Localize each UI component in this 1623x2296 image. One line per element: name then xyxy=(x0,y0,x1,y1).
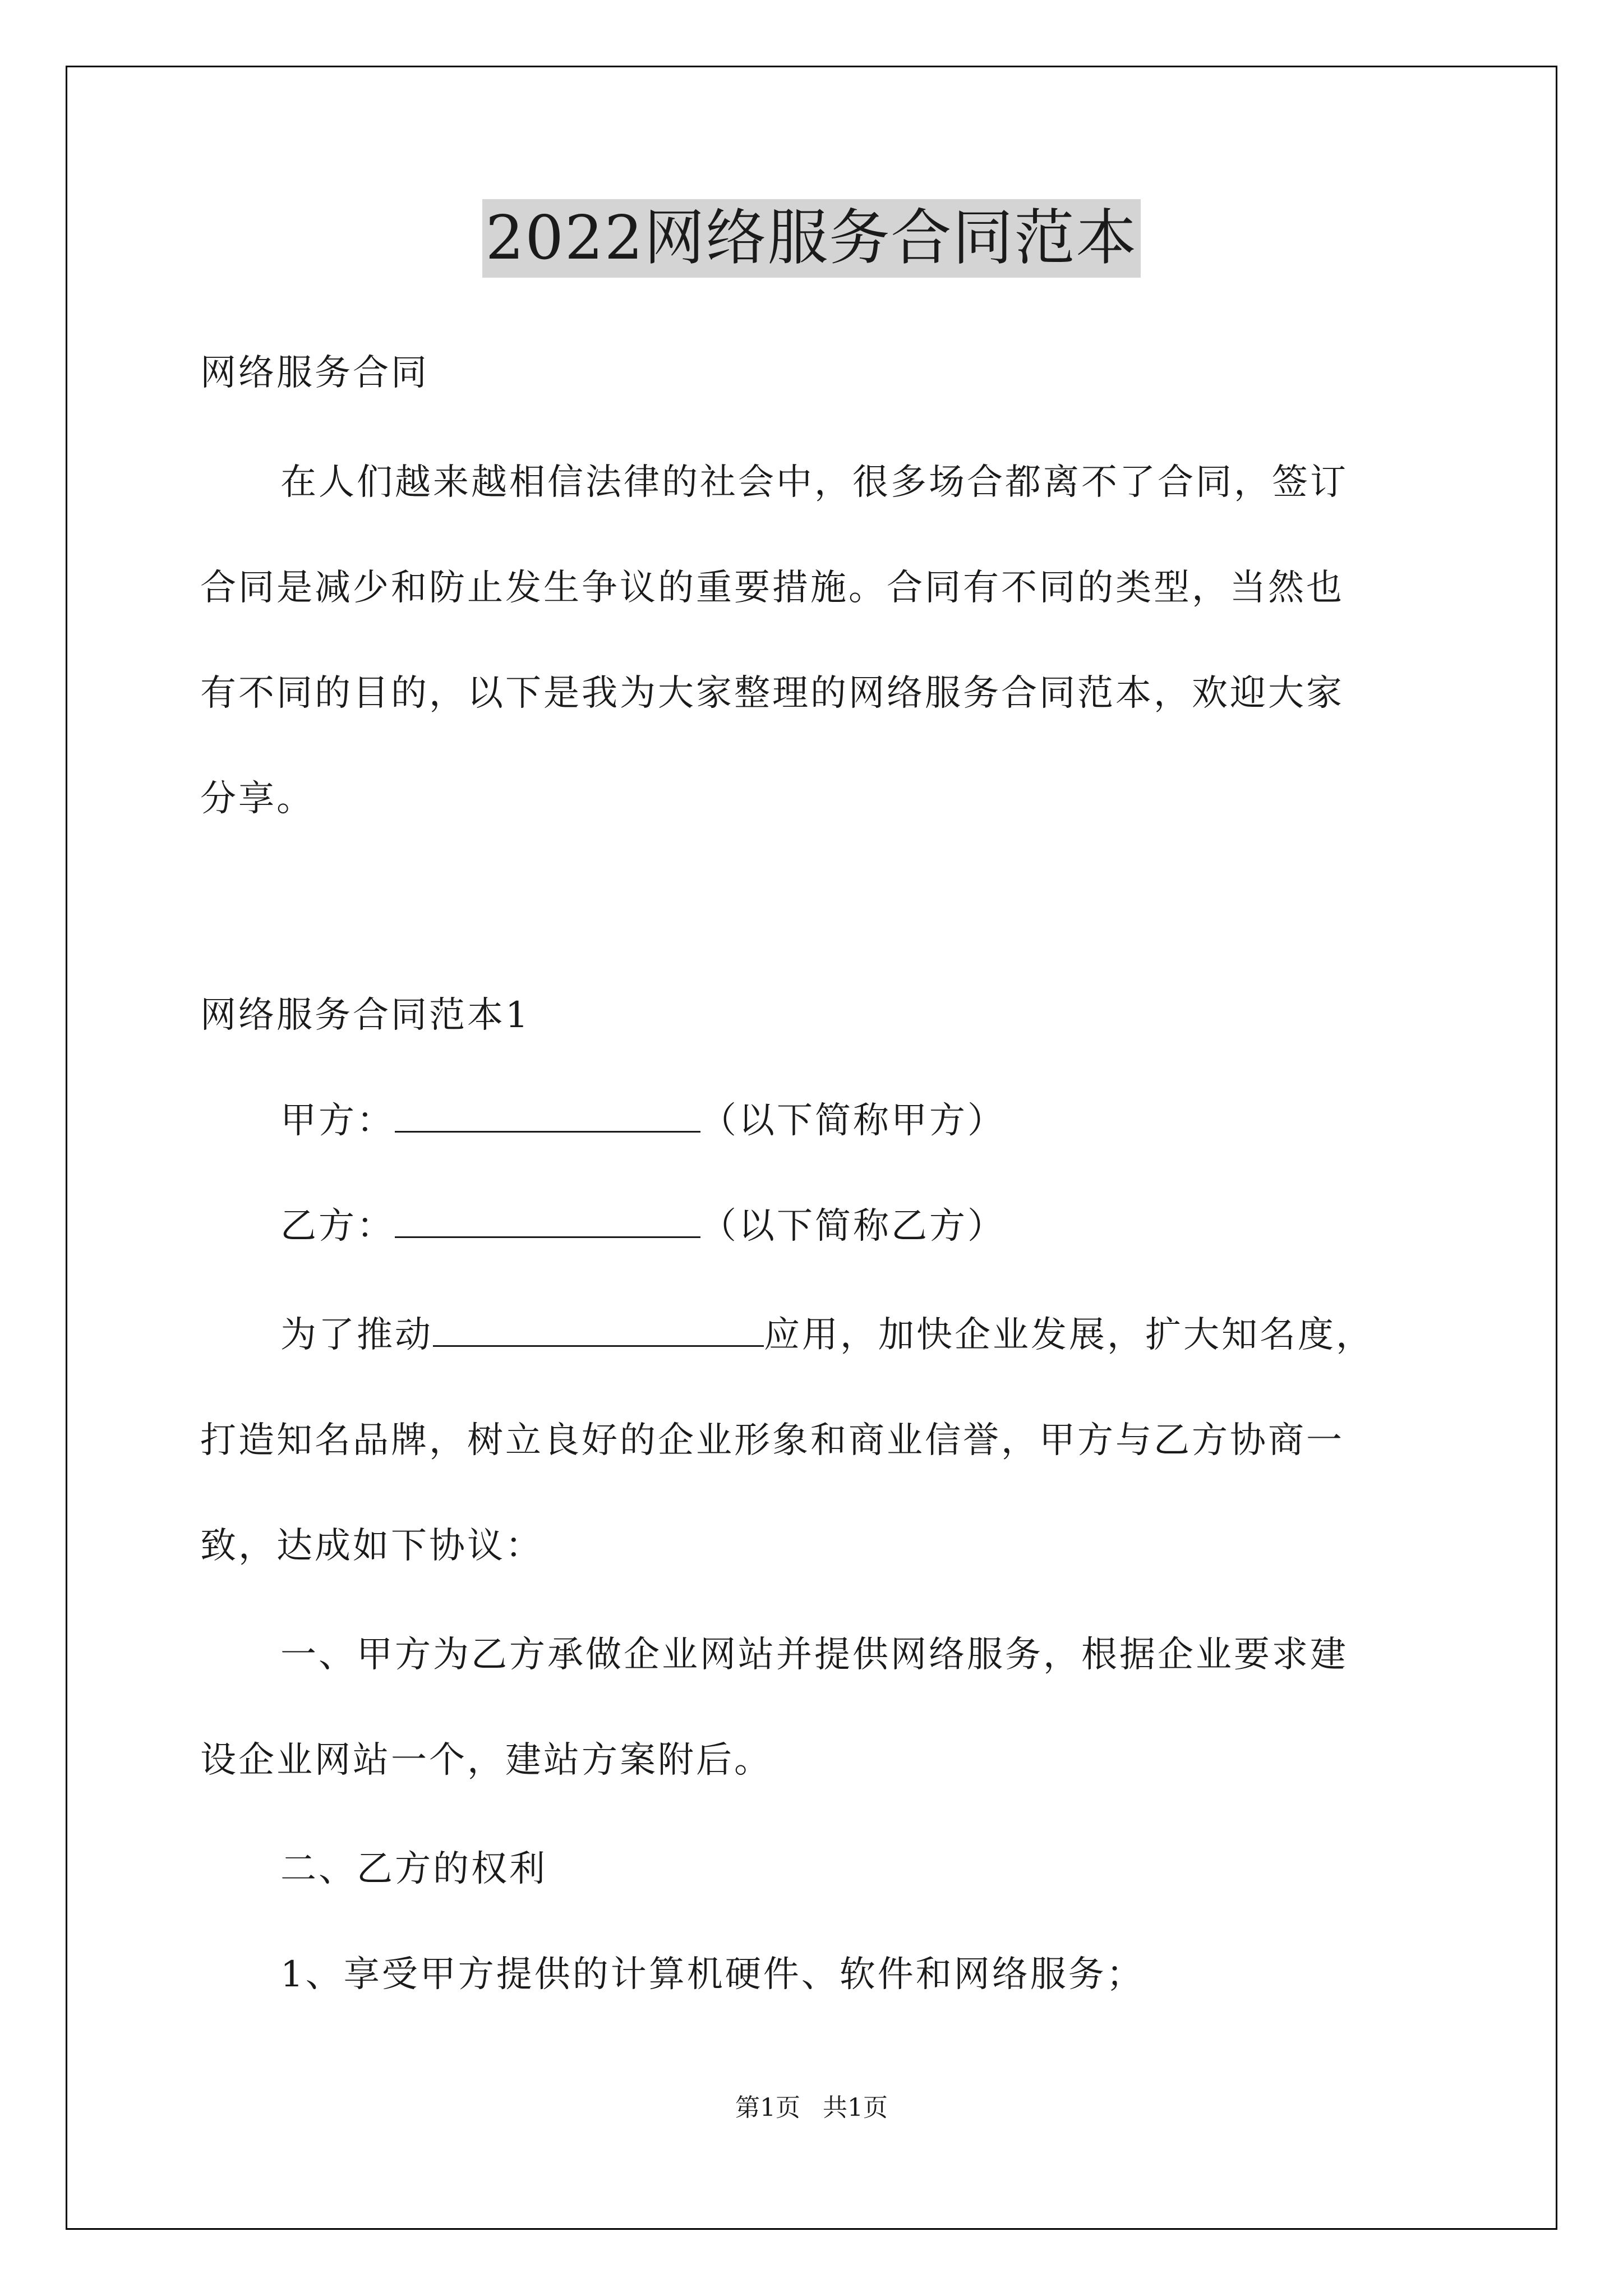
purpose-line-3: 致，达成如下协议： xyxy=(200,1525,543,1567)
party-a-suffix: （以下简称甲方） xyxy=(700,1100,1006,1142)
intro-line-1: 在人们越来越相信法律的社会中，很多场合都离不了合同，签订 xyxy=(280,462,1348,503)
clause2-title: 二、乙方的权利 xyxy=(280,1848,547,1890)
party-b-blank xyxy=(395,1204,700,1238)
party-b-label: 乙方： xyxy=(280,1205,395,1247)
title-container xyxy=(0,199,1623,278)
party-a-blank xyxy=(395,1098,700,1133)
intro-line-3: 有不同的目的，以下是我为大家整理的网络服务合同范本，欢迎大家 xyxy=(200,673,1344,714)
party-b-suffix: （以下简称乙方） xyxy=(700,1205,1006,1247)
party-b-line xyxy=(280,1204,1006,1249)
intro-line-4: 分享。 xyxy=(200,778,315,820)
clause2-item-1: 1、享受甲方提供的计算机硬件、软件和网络服务； xyxy=(280,1954,1145,1995)
purpose-suffix: 应用，加快企业发展，扩大知名度， xyxy=(764,1314,1374,1356)
section-title: 网络服务合同范本1 xyxy=(200,995,531,1036)
clause1-line-1: 一、甲方为乙方承做企业网站并提供网络服务，根据企业要求建 xyxy=(280,1634,1348,1676)
purpose-prefix: 为了推动 xyxy=(280,1314,433,1356)
document-title: 2022网络服务合同范本 xyxy=(482,199,1141,278)
party-a-line xyxy=(280,1098,1006,1143)
intro-line-2: 合同是减少和防止发生争议的重要措施。合同有不同的类型，当然也 xyxy=(200,567,1344,609)
contract-heading: 网络服务合同 xyxy=(200,352,429,394)
purpose-line-2: 打造知名品牌，树立良好的企业形象和商业信誉，甲方与乙方协商一 xyxy=(200,1420,1344,1461)
page-footer xyxy=(0,2091,1623,2125)
page-number: 第1页 xyxy=(735,2093,800,2122)
clause1-line-2: 设企业网站一个，建站方案附后。 xyxy=(200,1740,772,1781)
party-a-label: 甲方： xyxy=(280,1100,395,1142)
purpose-line-1 xyxy=(280,1313,1374,1358)
purpose-blank xyxy=(433,1313,764,1347)
page-total: 共1页 xyxy=(823,2093,888,2122)
